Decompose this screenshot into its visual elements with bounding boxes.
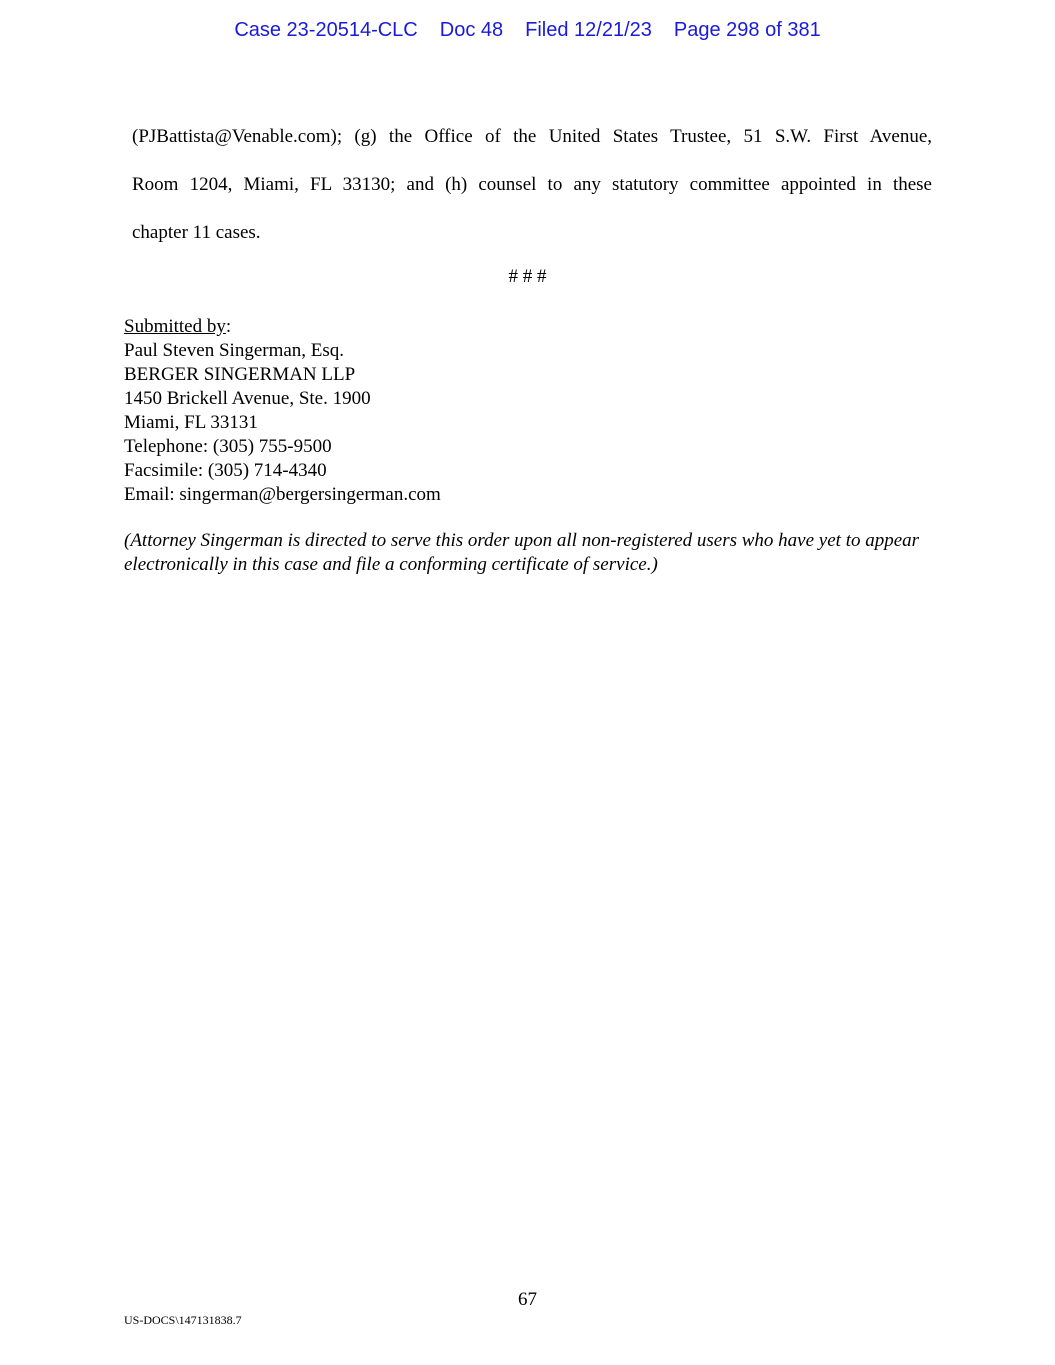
court-filing-stamp xyxy=(0,19,1055,42)
body-paragraph xyxy=(132,113,932,257)
firm-address: 1450 Brickell Avenue, Ste. 1900 xyxy=(124,388,371,409)
page-count: Page 298 of 381 xyxy=(673,19,821,41)
section-separator: # # # xyxy=(508,266,547,287)
service-directive: (Attorney Singerman is directed to serve this order upon all non-registered users who have yet to appear electronically in this case and file a conforming certificate of service.) xyxy=(124,530,920,575)
firm-email: Email: singerman@bergersingerman.com xyxy=(124,484,441,505)
body-line-2: Room 1204, Miami, FL 33130; and (h) counsel to any statutory committee appointed in these xyxy=(132,174,932,195)
doc-number: Doc 48 xyxy=(439,19,504,41)
submitted-by-block xyxy=(124,315,441,507)
attorney-name: Paul Steven Singerman, Esq. xyxy=(124,340,345,361)
firm-telephone: Telephone: (305) 755-9500 xyxy=(124,436,332,457)
submitted-by-label: Submitted by xyxy=(124,316,226,337)
submitted-by-heading xyxy=(124,315,441,339)
firm-city: Miami, FL 33131 xyxy=(124,412,258,433)
submitted-by-colon: : xyxy=(225,316,232,337)
filed-date: Filed 12/21/23 xyxy=(525,19,652,41)
body-line-1: (PJBattista@Venable.com); (g) the Office of the United States Trustee, 51 S.W. First Avenue, xyxy=(132,126,932,147)
page-number: 67 xyxy=(518,1289,537,1310)
firm-name: BERGER SINGERMAN LLP xyxy=(124,364,356,385)
case-number: Case 23-20514-CLC xyxy=(234,19,418,41)
firm-facsimile: Facsimile: (305) 714-4340 xyxy=(124,460,327,481)
document-id: US-DOCS\147131838.7 xyxy=(124,1313,242,1327)
body-line-3: chapter 11 cases. xyxy=(132,222,261,243)
